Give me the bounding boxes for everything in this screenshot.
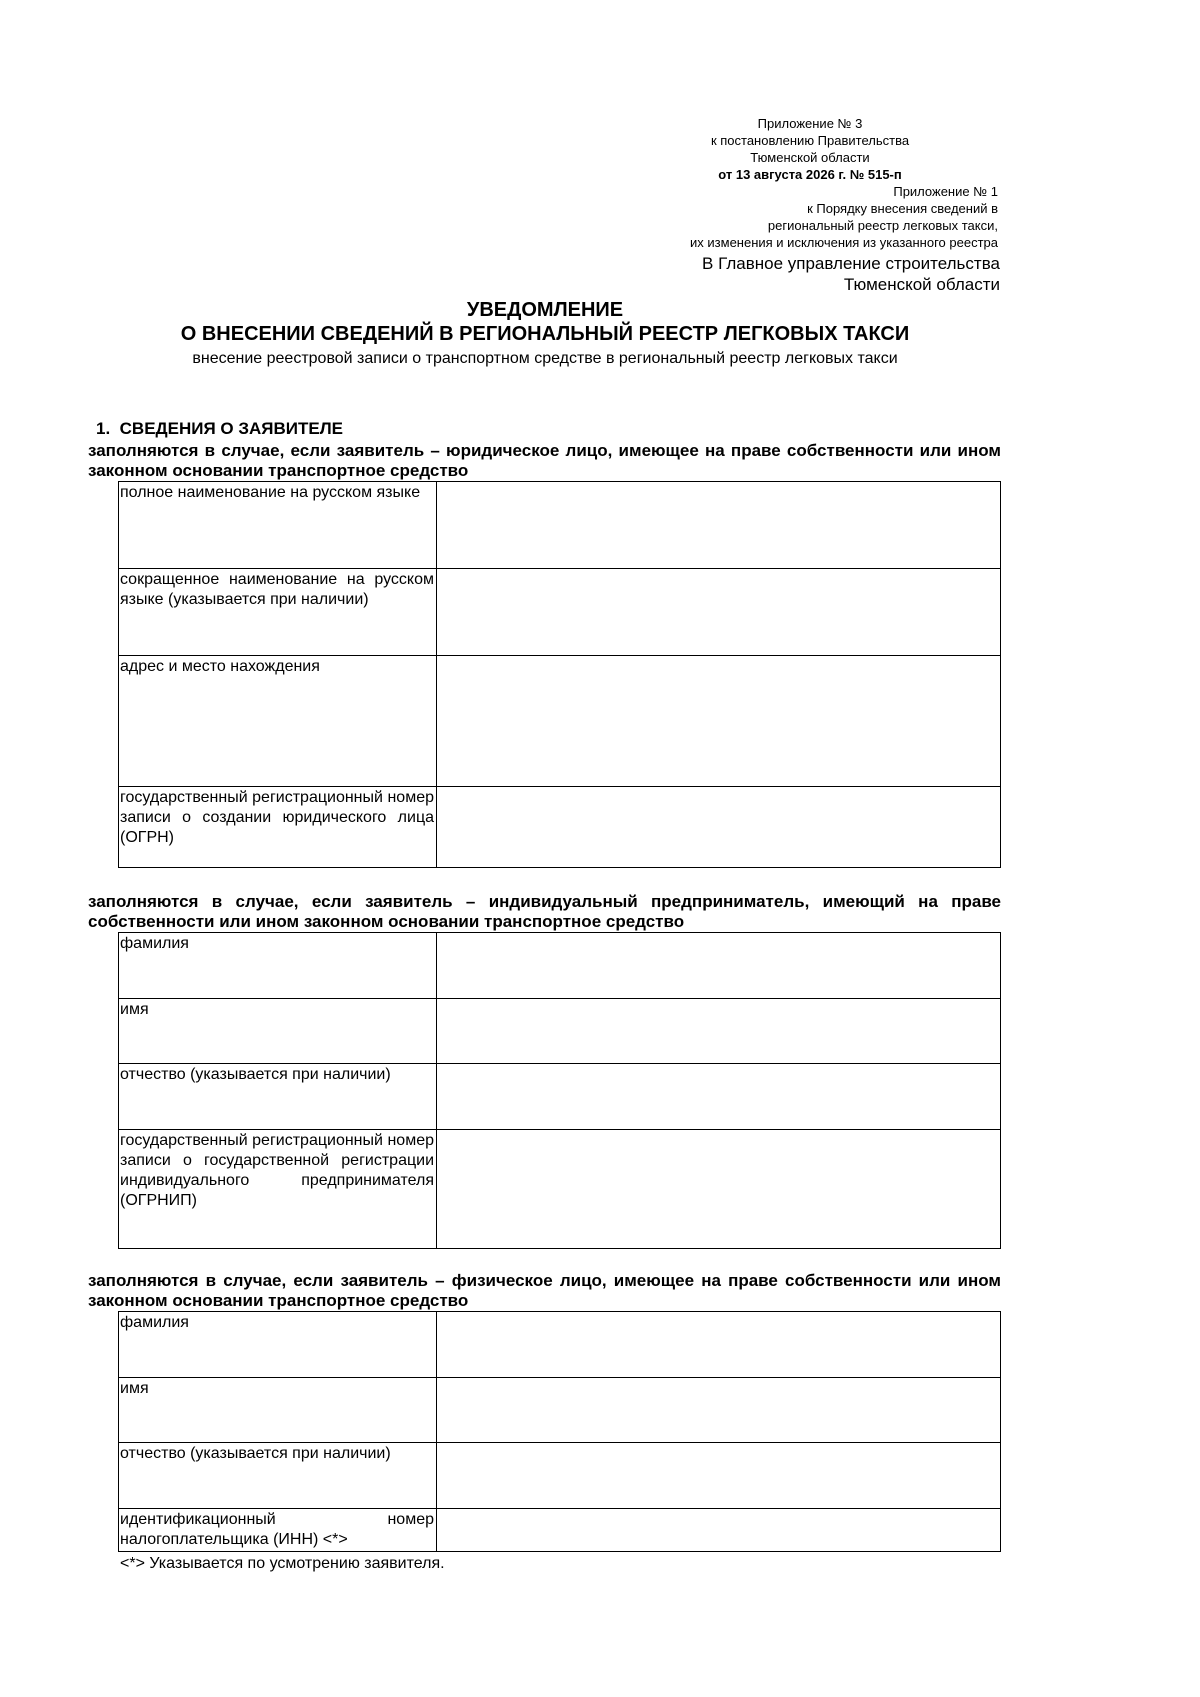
row-label: фамилия [119, 933, 437, 999]
order-reference-line1: к Порядку внесения сведений в [807, 201, 998, 216]
individual-note: заполняются в случае, если заявитель – физическое лицо, имеющее на праве собственности или ином законном основании транспортное средство [88, 1271, 1001, 1310]
addressee-line1: В Главное управление строительства [702, 254, 1000, 273]
table-row [119, 999, 1001, 1064]
legal-entity-table [118, 481, 1001, 868]
footnote: <*> Указывается по усмотрению заявителя. [120, 1555, 445, 1572]
resolution-reference: к постановлению Правительства [710, 133, 910, 148]
individual-table [118, 1311, 1001, 1552]
row-label: государственный регистрационный номер записи о государственной регистрации индивидуального предпринимателя (ОГРНИП) [119, 1130, 437, 1249]
row-label: адрес и место нахождения [119, 656, 437, 787]
row-label: имя [119, 999, 437, 1064]
appendix3-label: Приложение № 3 [757, 116, 863, 131]
legal-entity-note: заполняются в случае, если заявитель – юридическое лицо, имеющее на праве собственности или ином законном основании транспортное средство [88, 441, 1001, 480]
table-row [119, 569, 1001, 656]
surname-field[interactable] [437, 1312, 1001, 1378]
patronymic-field[interactable] [437, 1064, 1001, 1130]
surname-field[interactable] [437, 933, 1001, 999]
short-name-field[interactable] [437, 569, 1001, 656]
section-heading [96, 418, 343, 439]
ogrn-field[interactable] [437, 787, 1001, 868]
document-title: УВЕДОМЛЕНИЕ [466, 299, 624, 321]
order-reference-line2: региональный реестр легковых такси, [767, 218, 998, 233]
addressee-line2: Тюменской области [843, 275, 1000, 294]
entrepreneur-table [118, 932, 1001, 1249]
order-reference-line3: их изменения и исключения из указанного реестра [690, 235, 998, 250]
resolution-date-number: от 13 августа 2026 г. № 515-п [718, 167, 902, 182]
table-row [119, 1312, 1001, 1378]
section-number: 1. [96, 419, 111, 438]
document-subtitle: внесение реестровой записи о транспортном средстве в региональный реестр легковых такси [192, 350, 898, 367]
address-field[interactable] [437, 656, 1001, 787]
patronymic-field[interactable] [437, 1443, 1001, 1509]
region-label: Тюменской области [750, 150, 870, 165]
row-label: полное наименование на русском языке [119, 482, 437, 569]
inn-field[interactable] [437, 1509, 1001, 1552]
appendix1-label: Приложение № 1 [893, 184, 998, 199]
first-name-field[interactable] [437, 999, 1001, 1064]
ogrnip-field[interactable] [437, 1130, 1001, 1249]
first-name-field[interactable] [437, 1378, 1001, 1443]
section-title: СВЕДЕНИЯ О ЗАЯВИТЕЛЕ [119, 419, 343, 438]
row-label: имя [119, 1378, 437, 1443]
row-label: государственный регистрационный номер записи о создании юридического лица (ОГРН) [119, 787, 437, 868]
entrepreneur-note: заполняются в случае, если заявитель – индивидуальный предприниматель, имеющий на праве собственности или ином законном основании транспортное средство [88, 892, 1001, 931]
table-row [119, 1443, 1001, 1509]
table-row [119, 933, 1001, 999]
table-row [119, 656, 1001, 787]
row-label: сокращенное наименование на русском языке (указывается при наличии) [119, 569, 437, 656]
table-row [119, 482, 1001, 569]
table-row [119, 1064, 1001, 1130]
row-label: идентификационный номер налогоплательщика (ИНН) <*> [119, 1509, 437, 1552]
table-row [119, 1130, 1001, 1249]
full-name-field[interactable] [437, 482, 1001, 569]
table-row [119, 1509, 1001, 1552]
row-label: отчество (указывается при наличии) [119, 1064, 437, 1130]
table-row [119, 787, 1001, 868]
document-title-line2: О ВНЕСЕНИИ СВЕДЕНИЙ В РЕГИОНАЛЬНЫЙ РЕЕСТР ЛЕГКОВЫХ ТАКСИ [180, 323, 910, 345]
row-label: фамилия [119, 1312, 437, 1378]
row-label: отчество (указывается при наличии) [119, 1443, 437, 1509]
table-row [119, 1378, 1001, 1443]
